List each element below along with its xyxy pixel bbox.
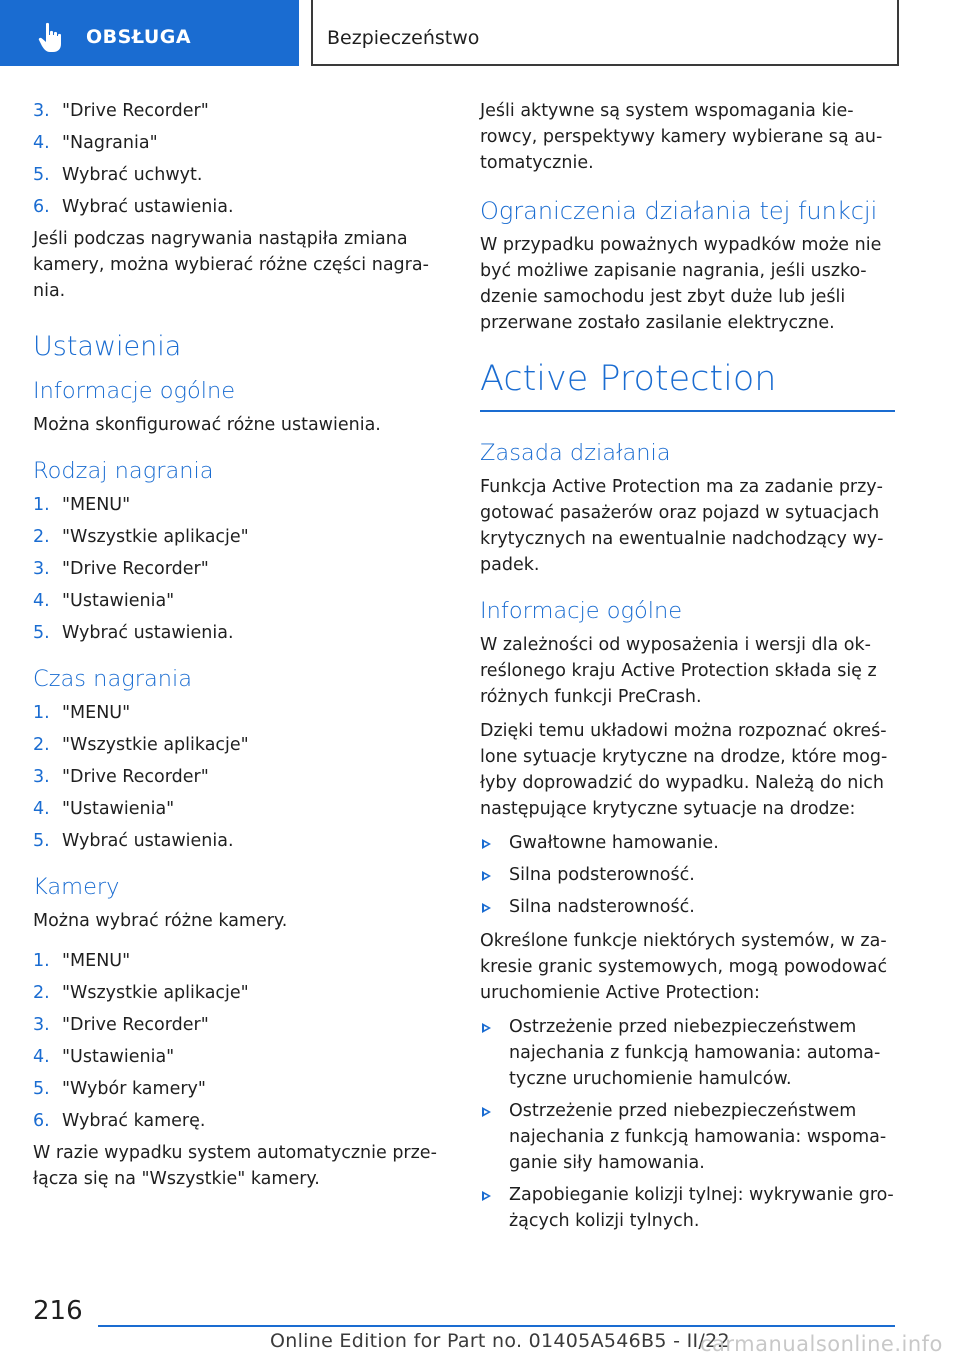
paragraph: W razie wypadku system automatycznie przełącza się na "Wszystkie" kamery. (33, 1143, 437, 1189)
heading-ograniczenia: Ograniczenia działania tej funkcji (480, 197, 878, 225)
list-item: 3. "Drive Recorder" (33, 1015, 209, 1035)
list-item: 2. "Wszystkie aplikacje" (33, 983, 249, 1003)
watermark: carmanualsonline.info (700, 1332, 943, 1356)
heading-informacje-ogolne: Informacje ogólne (33, 378, 236, 404)
triangle-bullet-icon (482, 1023, 491, 1033)
triangle-bullet-icon (482, 871, 491, 881)
list-item: Silna nadsterowność. (480, 894, 895, 920)
heading-czas-nagrania: Czas nagrania (33, 666, 193, 692)
heading-zasada-dzialania: Zasada działania (480, 440, 671, 466)
heading-rodzaj-nagrania: Rodzaj nagrania (33, 458, 214, 484)
chapter-tab (0, 0, 299, 66)
list-item: 5. Wybrać ustawienia. (33, 623, 234, 643)
list-item: Gwałtowne hamowanie. (480, 830, 895, 856)
heading-informacje-ogolne-right: Informacje ogólne (480, 598, 683, 624)
list-item: 4. "Ustawienia" (33, 799, 175, 819)
list-item: 6. Wybrać ustawienia. (33, 197, 234, 217)
triangle-bullet-icon (482, 839, 491, 849)
critical-situations-list (480, 830, 895, 920)
list-item: 4. "Nagrania" (33, 133, 158, 153)
list-item: 1. "MENU" (33, 951, 131, 971)
section-title: Bezpieczeństwo (327, 27, 480, 49)
list-item: 6. Wybrać kamerę. (33, 1111, 206, 1131)
list-item: 4. "Ustawienia" (33, 1047, 175, 1067)
list-item: Silna podsterowność. (480, 862, 895, 888)
steps-list-czas (33, 700, 441, 854)
steps-list-kamery (33, 948, 441, 1134)
steps-list-playback (33, 98, 441, 220)
list-item: 5. Wybrać ustawienia. (33, 831, 234, 851)
triangle-bullet-icon (482, 903, 491, 913)
pointing-hand-icon (34, 20, 70, 56)
paragraph: Można skonfigurować różne ustawienia. (33, 415, 381, 435)
footer-divider (98, 1325, 895, 1327)
paragraph: Jeśli podczas nagrywania nastąpiła zmiana kamery, można wybierać różne części nagrania. (33, 229, 429, 301)
paragraph: Jeśli aktywne są system wspomagania kierowcy, perspektywy kamery wybierane są automatycznie. (480, 101, 883, 173)
list-item: 2. "Wszystkie aplikacje" (33, 735, 249, 755)
list-item: 3. "Drive Recorder" (33, 559, 209, 579)
list-item: Zapobieganie kolizji tylnej: wykrywanie grożących kolizji tylnych. (480, 1182, 895, 1234)
list-item: 4. "Ustawienia" (33, 591, 175, 611)
right-column (480, 98, 895, 1242)
heading-active-protection: Active Protection (480, 356, 895, 412)
list-item: 3. "Drive Recorder" (33, 767, 209, 787)
list-item: Ostrzeżenie przed niebezpieczeństwem najechania z funkcją hamowania: wspomaganie siły hamowania. (480, 1098, 895, 1176)
paragraph: W przypadku poważnych wypadków może nie być możliwe zapisanie nagrania, jeśli uszkodzenie samochodu jest zbyt duże lub jeśli przerwane zostało zasilanie elektryczne. (480, 235, 882, 333)
edition-footer: Online Edition for Part no. 01405A546B5 - II/22 (270, 1330, 730, 1352)
paragraph: W zależności od wyposażenia i wersji dla określonego kraju Active Protection składa się z różnych funkcji PreCrash. (480, 635, 877, 707)
paragraph: Określone funkcje niektórych systemów, w zakresie granic systemowych, mogą powodować uruchomienie Active Protection: (480, 931, 888, 1003)
list-item: 1. "MENU" (33, 495, 131, 515)
list-item: 5. "Wybór kamery" (33, 1079, 206, 1099)
left-column (33, 98, 441, 1200)
paragraph: Dzięki temu układowi można rozpoznać określone sytuacje krytyczne na drodze, które mogłyby doprowadzić do wypadku. Należą do nich następujące krytyczne sytuacje na drodze: (480, 721, 888, 819)
section-header (311, 0, 899, 66)
functions-list (480, 1014, 895, 1234)
heading-kamery: Kamery (33, 874, 120, 900)
chapter-tab-label: OBSŁUGA (86, 26, 192, 48)
list-item: 2. "Wszystkie aplikacje" (33, 527, 249, 547)
list-item: Ostrzeżenie przed niebezpieczeństwem najechania z funkcją hamowania: automatyczne uruchomienie hamulców. (480, 1014, 895, 1092)
triangle-bullet-icon (482, 1107, 491, 1117)
heading-ustawienia: Ustawienia (33, 331, 182, 362)
steps-list-rodzaj (33, 492, 441, 646)
list-item: 1. "MENU" (33, 703, 131, 723)
triangle-bullet-icon (482, 1191, 491, 1201)
list-item: 3. "Drive Recorder" (33, 101, 209, 121)
list-item: 5. Wybrać uchwyt. (33, 165, 203, 185)
paragraph: Można wybrać różne kamery. (33, 911, 288, 931)
paragraph: Funkcja Active Protection ma za zadanie przygotować pasażerów oraz pojazd w sytuacjach krytycznych na ewentualnie nadchodzący wypadek. (480, 477, 884, 575)
page-number: 216 (33, 1296, 83, 1326)
